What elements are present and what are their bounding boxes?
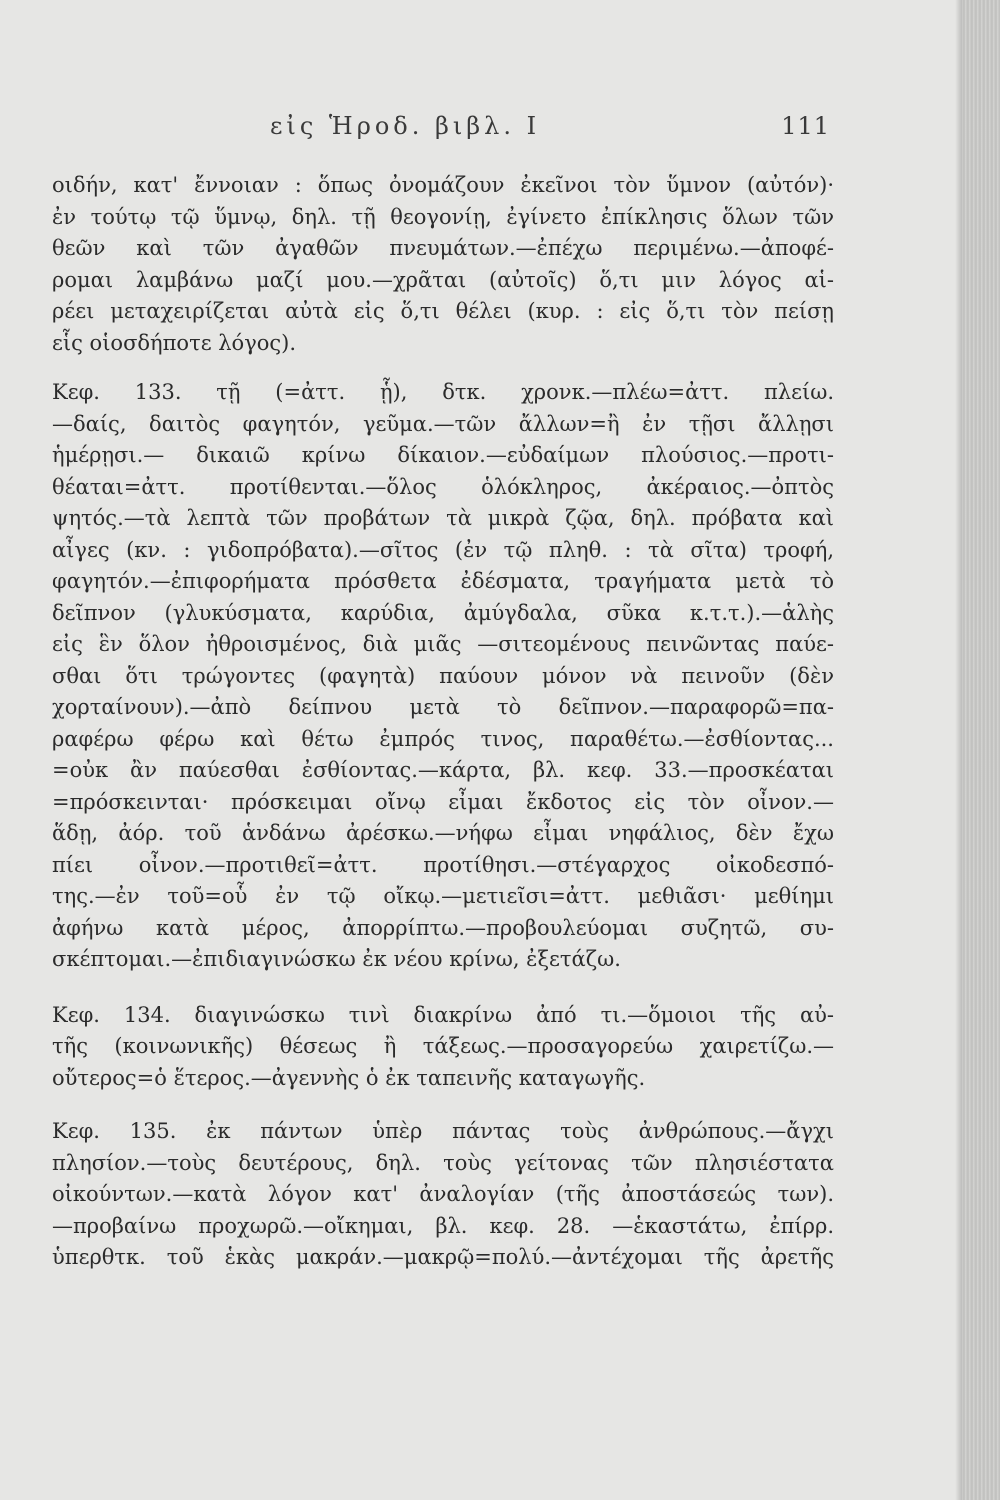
text-line: θεῶν καὶ τῶν ἀγαθῶν πνευμάτων.—ἐπέχω περιμένω.—ἀποφέ- [52,236,834,260]
text-line: σθαι ὅτι τρώγοντες (φαγητὰ) παύουν μόνον νὰ πεινοῦν (δὲν [52,663,834,688]
paragraph [52,170,834,359]
text-line: αἶγες (κν. : γιδοπρόβατα).—σῖτος (ἐν τῷ πληθ. : τὰ σῖτα) τροφή, [52,537,834,562]
text-line: =πρόσκεινται· πρόσκειμαι οἴνῳ εἶμαι ἔκδοτος εἰς τὸν οἶνον.— [52,789,834,814]
text-line: ἅδῃ, ἀόρ. τοῦ ἁνδάνω ἀρέσκω.—νήφω εἶμαι νηφάλιος, δὲν ἔχω [52,821,834,845]
text-line: οιδήν, κατ' ἔννοιαν : ὅπως ὀνομάζουν ἐκεῖνοι τὸν ὕμνον (αὐτόν)· [52,173,834,197]
paragraph-ch134 [52,1000,834,1095]
text-line: της.—ἐν τοῦ=οὗ ἐν τῷ οἴκῳ.—μετιεῖσι=ἀττ. μεθιᾶσι· μεθίημι [52,884,834,908]
paragraph-ch133 [52,377,834,976]
running-title: εἰς Ἡροδ. βιβλ. Ι [270,112,541,140]
text-line: θέαται=ἀττ. προτίθενται.—ὅλος ὁλόκληρος, ἀκέραιος.—ὀπτὸς [52,474,834,499]
text-line: σκέπτομαι.—ἐπιδιαγινώσκω ἐκ νέου κρίνω, ἐξετάζω. [52,947,621,971]
text-line: χορταίνουν).—ἀπὸ δείπνου μετὰ τὸ δεῖπνον.—παραφορῶ=πα- [52,695,834,719]
text-line: =οὐκ ἂν παύεσθαι ἐσθίοντας.—κάρτα, βλ. κεφ. 33.—προσκέαται [52,758,834,782]
text-line: ὑπερθτκ. τοῦ ἑκὰς μακράν.—μακρῷ=πολύ.—ἀντέχομαι τῆς ἀρετῆς [52,1245,834,1269]
text-line: οὔτερος=ὁ ἕτερος.—ἀγεννὴς ὁ ἐκ ταπεινῆς καταγωγῆς. [52,1065,646,1090]
text-line: ψητός.—τὰ λεπτὰ τῶν προβάτων τὰ μικρὰ ζῷα, δηλ. πρόβατα καὶ [52,506,834,530]
text-line: ἡμέρῃσι.— δικαιῶ κρίνω δίκαιον.—εὐδαίμων πλούσιος.—προτι- [52,443,834,467]
text-line: ἀφήνω κατὰ μέρος, ἀπορρίπτω.—προβουλεύομαι συζητῶ, συ- [52,915,834,940]
text-line: Κεφ. 135. ἐκ πάντων ὑπὲρ πάντας τοὺς ἀνθρώπους.—ἄγχι [52,1119,834,1143]
paragraph-ch135 [52,1116,834,1274]
text-line: ραφέρω φέρω καὶ θέτω ἐμπρός τινος, παραθέτω.—ἐσθίοντας... [52,726,834,751]
text-line: πλησίον.—τοὺς δευτέρους, δηλ. τοὺς γείτονας τῶν πλησιέστατα [52,1150,834,1175]
text-line: πίει οἶνον.—προτιθεῖ=ἀττ. προτίθησι.—στέγαρχος οἰκοδεσπό- [52,852,834,877]
page-header [270,112,830,148]
text-line: —προβαίνω προχωρῶ.—οἴκημαι, βλ. κεφ. 28. —ἑκαστάτω, ἐπίρρ. [52,1213,834,1238]
text-line: ρέει μεταχειρίζεται αὐτὰ εἰς ὅ,τι θέλει (κυρ. : εἰς ὅ,τι τὸν πείσῃ [52,299,834,323]
text-line: —δαίς, δαιτὸς φαγητόν, γεῦμα.—τῶν ἄλλων=ἢ ἐν τῇσι ἄλλῃσι [52,411,834,436]
text-line: δεῖπνον (γλυκύσματα, καρύδια, ἀμύγδαλα, σῦκα κ.τ.τ.).—ἁλὴς [52,600,834,625]
text-line: φαγητόν.—ἐπιφορήματα πρόσθετα ἐδέσματα, τραγήματα μετὰ τὸ [52,569,834,593]
text-line: οἰκούντων.—κατὰ λόγον κατ' ἀναλογίαν (τῆς ἀποστάσεώς των). [52,1182,834,1206]
text-line: Κεφ. 134. διαγινώσκω τινὶ διακρίνω ἀπό τι.—ὅμοιοι τῆς αὐ- [52,1002,834,1027]
text-line: τῆς (κοινωνικῆς) θέσεως ἢ τάξεως.—προσαγορεύω χαιρετίζω.— [52,1034,834,1058]
page-edges [962,0,1000,1500]
text-line: εἷς οἱοσδήποτε λόγος). [52,330,297,355]
text-line: ρομαι λαμβάνω μαζί μου.—χρᾶται (αὐτοῖς) ὅ,τι μιν λόγος αἱ- [52,267,834,292]
page-number: 111 [781,112,830,140]
text-line: εἰς ἓν ὅλον ἠθροισμένος, διὰ μιᾶς —σιτεομένους πεινῶντας παύε- [52,632,834,656]
page-body [52,170,834,1274]
text-line: ἐν τούτῳ τῷ ὕμνῳ, δηλ. τῇ θεογονίῃ, ἐγίνετο ἐπίκλησις ὅλων τῶν [52,204,834,229]
text-line: Κεφ. 133. τῇ (=ἀττ. ᾗ), δτκ. χρονκ.—πλέω=ἀττ. πλείω. [52,380,834,404]
